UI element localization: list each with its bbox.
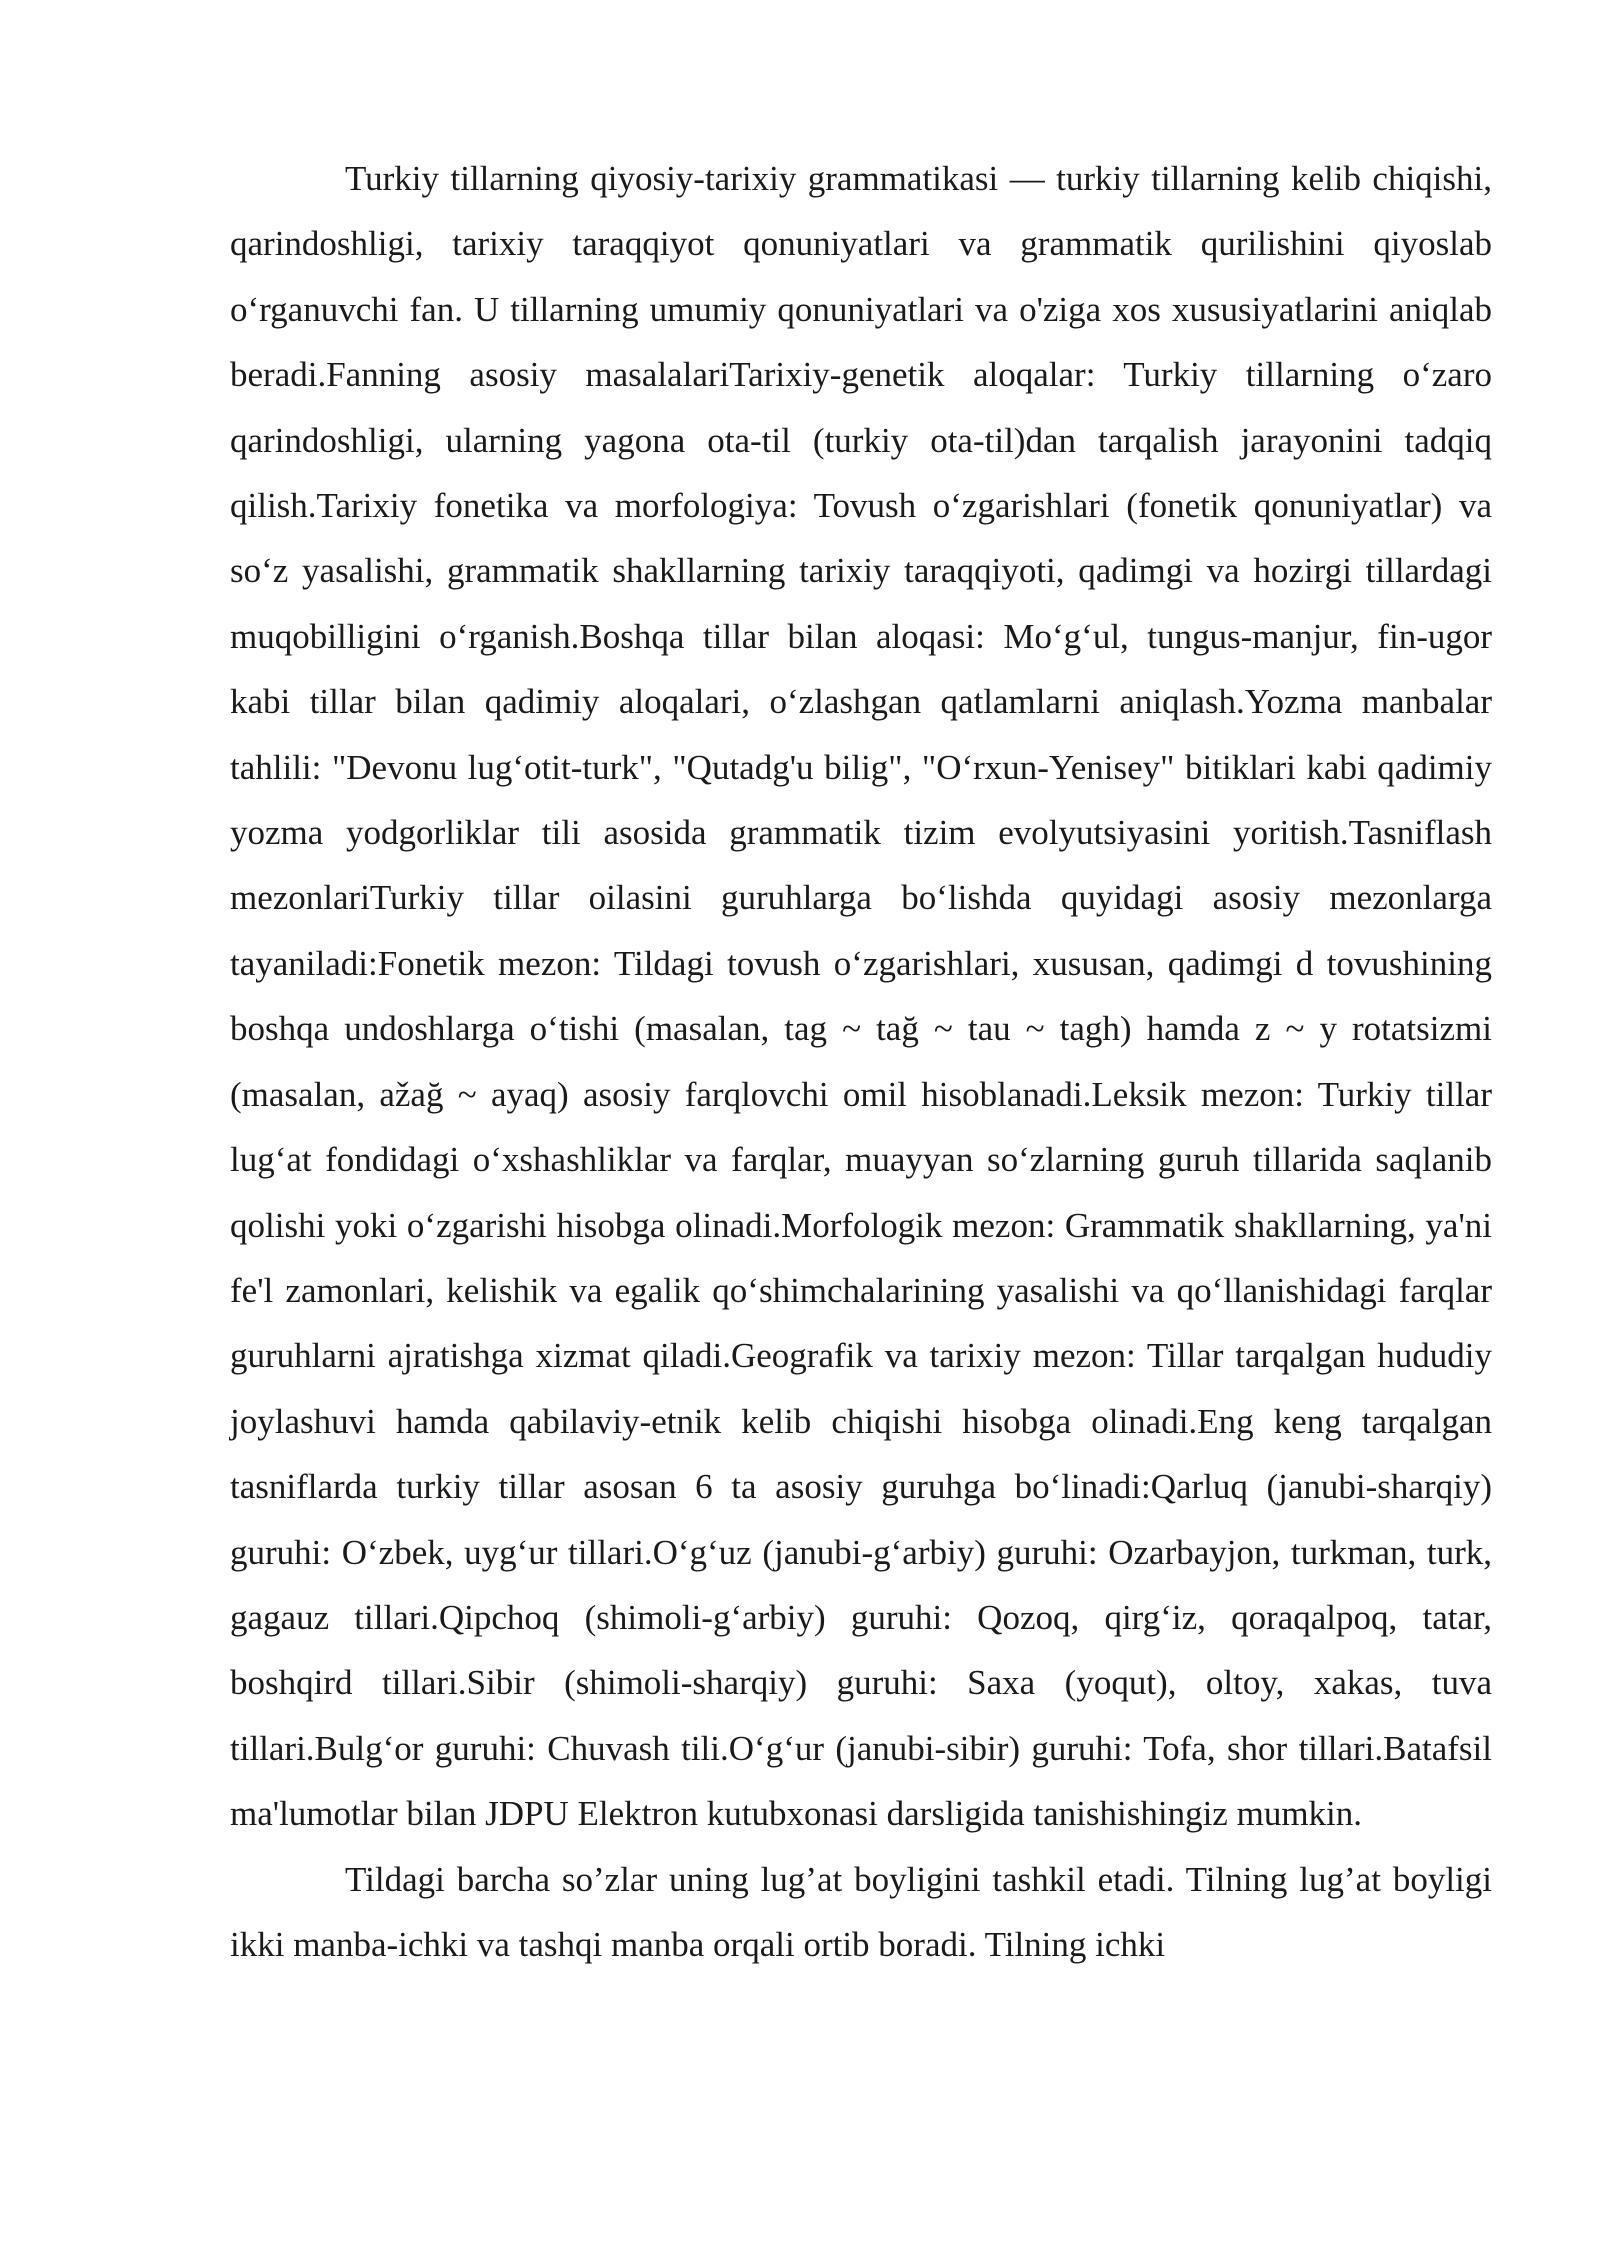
document-page (230, 146, 1492, 1977)
body-paragraph-2: Tildagi barcha so’zlar uning lug’at boyligini tashkil etadi. Tilning lug’at boyligi ikki manba-ichki va tashqi manba orqali ortib boradi. Tilning ichki (230, 1859, 1492, 1964)
body-paragraph-1: Turkiy tillarning qiyosiy-tarixiy grammatikasi — turkiy tillarning kelib chiqishi, qarindoshligi, tarixiy taraqqiyot qonuniyatlari va grammatik qurilishini qiyoslab o‘rganuvchi fan. U tillarning umumiy qonuniyatlari va o'ziga xos xususiyatlarini aniqlab beradi.Fanning asosiy masalalariTarixiy-genetik aloqalar: Turkiy tillarning o‘zaro qarindoshligi, ularning yagona ota-til (turkiy ota-til)dan tarqalish jarayonini tadqiq qilish.Tarixiy fonetika va morfologiya: Tovush o‘zgarishlari (fonetik qonuniyatlar) va so‘z yasalishi, grammatik shakllarning tarixiy taraqqiyoti, qadimgi va hozirgi tillardagi muqobilligini o‘rganish.Boshqa tillar bilan aloqasi: Mo‘g‘ul, tungus-manjur, fin-ugor kabi tillar bilan qadimiy aloqalari, o‘zlashgan qatlamlarni aniqlash.Yozma manbalar tahlili: "Devonu lug‘otit-turk", "Qutadg'u bilig", "O‘rxun-Yenisey" bitiklari kabi qadimiy yozma yodgorliklar tili asosida grammatik tizim evolyutsiyasini yoritish.Tasniflash mezonlariTurkiy tillar oilasini guruhlarga bo‘lishda quyidagi asosiy mezonlarga tayaniladi:Fonetik mezon: Tildagi tovush o‘zgarishlari, xususan, qadimgi d tovushining boshqa undoshlarga o‘tishi (masalan, tag ~ tağ ~ tau ~ tagh) hamda z ~ y rotatsizmi (masalan, ažağ ~ ayaq) asosiy farqlovchi omil hisoblanadi.Leksik mezon: Turkiy tillar lug‘at fondidagi o‘xshashliklar va farqlar, muayyan so‘zlarning guruh tillarida saqlanib qolishi yoki o‘zgarishi hisobga olinadi.Morfologik mezon: Grammatik shakllarning, ya'ni fe'l zamonlari, kelishik va egalik qo‘shimchalarining yasalishi va qo‘llanishidagi farqlar guruhlarni ajratishga xizmat qiladi.Geografik va tarixiy mezon: Tillar tarqalgan hududiy joylashuvi hamda qabilaviy-etnik kelib chiqishi hisobga olinadi.Eng keng tarqalgan tasniflarda turkiy tillar asosan 6 ta asosiy guruhga bo‘linadi:Qarluq (janubi-sharqiy) guruhi: O‘zbek, uyg‘ur tillari.O‘g‘uz (janubi-g‘arbiy) guruhi: Ozarbayjon, turkman, turk, gagauz tillari.Qipchoq (shimoli-g‘arbiy) guruhi: Qozoq, qirg‘iz, qoraqalpoq, tatar, boshqird tillari.Sibir (shimoli-sharqiy) guruhi: Saxa (yoqut), oltoy, xakas, tuva tillari.Bulg‘or guruhi: Chuvash tili.O‘g‘ur (janubi-sibir) guruhi: Tofa, shor tillari.Batafsil ma'lumotlar bilan JDPU Elektron kutubxonasi darsligida tanishishingiz mumkin. (230, 159, 1492, 1834)
